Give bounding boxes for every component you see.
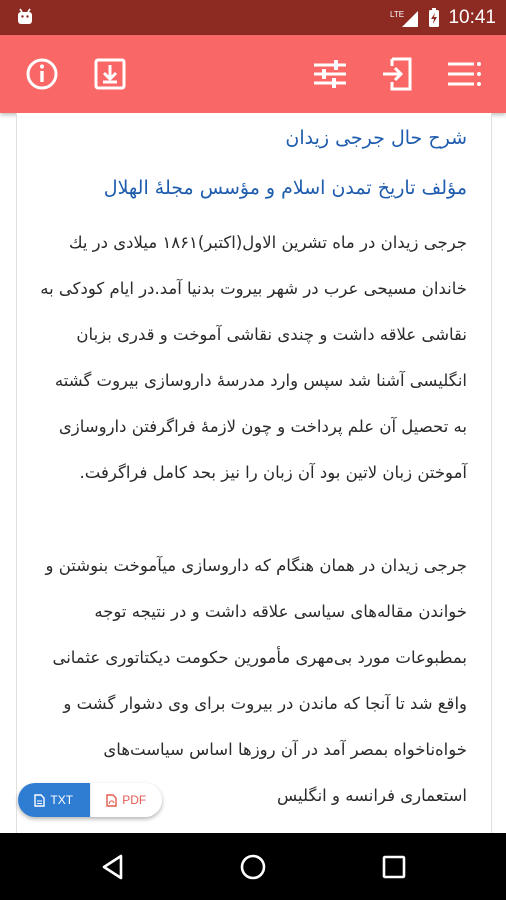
recents-button[interactable] — [377, 850, 411, 884]
toolbar — [0, 35, 506, 113]
txt-file-icon — [34, 794, 45, 807]
export-icon — [380, 56, 416, 92]
info-icon — [25, 57, 59, 91]
battery-icon — [428, 8, 440, 28]
menu-icon — [446, 57, 482, 91]
navigation-bar — [0, 833, 506, 900]
android-icon — [16, 8, 34, 26]
text-settings-button[interactable] — [310, 54, 350, 94]
signal-icon — [390, 8, 420, 28]
export-txt-button[interactable] — [18, 783, 90, 817]
download-button[interactable] — [90, 54, 130, 94]
article-title: شرح حال جرجی زیدان — [285, 127, 467, 149]
export-chips — [18, 783, 162, 817]
export-txt-label: TXT — [50, 793, 74, 807]
recents-icon — [382, 855, 406, 879]
article-paragraph: جرجی زیدان در همان هنگام که داروسازی میآموخت بنوشتن و خواندن مقاله‌های سیاسی علاقه داشت و در نتیجه توجه بمطبوعات مورد بی‌مهری مأمورین حکومت دیکتاتوری عثمانی واقع شد تا آنجا که ماندن در بیروت برای وی دشوار گشت و خواه‌ناخواه بمصر آمد در آن روزها اساس سیاست‌های استعماری فرانسه و انگلیس — [45, 556, 467, 805]
pdf-file-icon — [106, 794, 117, 807]
info-button[interactable] — [22, 54, 62, 94]
sliders-icon — [312, 57, 348, 91]
export-button[interactable] — [378, 54, 418, 94]
home-button[interactable] — [236, 850, 270, 884]
back-icon — [101, 854, 125, 880]
article-content[interactable] — [16, 113, 492, 833]
export-pdf-label: PDF — [122, 793, 147, 807]
back-button[interactable] — [96, 850, 130, 884]
article-subtitle: مؤلف تاریخ تمدن اسلام و مؤسس مجلۀ الهلال — [103, 177, 467, 199]
download-icon — [93, 57, 127, 91]
export-pdf-button[interactable] — [90, 783, 163, 817]
svg-text:LTE: LTE — [390, 9, 405, 19]
article-paragraph: جرجی زیدان در ماه تشرین الاول(اکتبر)۱۸۶۱ میلادی در یك خاندان مسیحی عرب در شهر بیروت بدنیا آمد.در ایام کودکی به نقاشی علاقه داشت و چندی نقاشی آموخت و قدری بزبان انگلیسی آشنا شد سپس وارد مدرسۀ داروسازی بیروت گشته به تحصیل آن علم پرداخت و چون لازمۀ فراگرفتن داروسازی آموختن زبان لاتین بود آن زبان را نیز بحد کامل فراگرفت. — [40, 233, 467, 482]
clock: 10:41 — [448, 6, 496, 28]
menu-button[interactable] — [444, 54, 484, 94]
status-bar — [0, 0, 506, 35]
home-icon — [239, 853, 267, 881]
